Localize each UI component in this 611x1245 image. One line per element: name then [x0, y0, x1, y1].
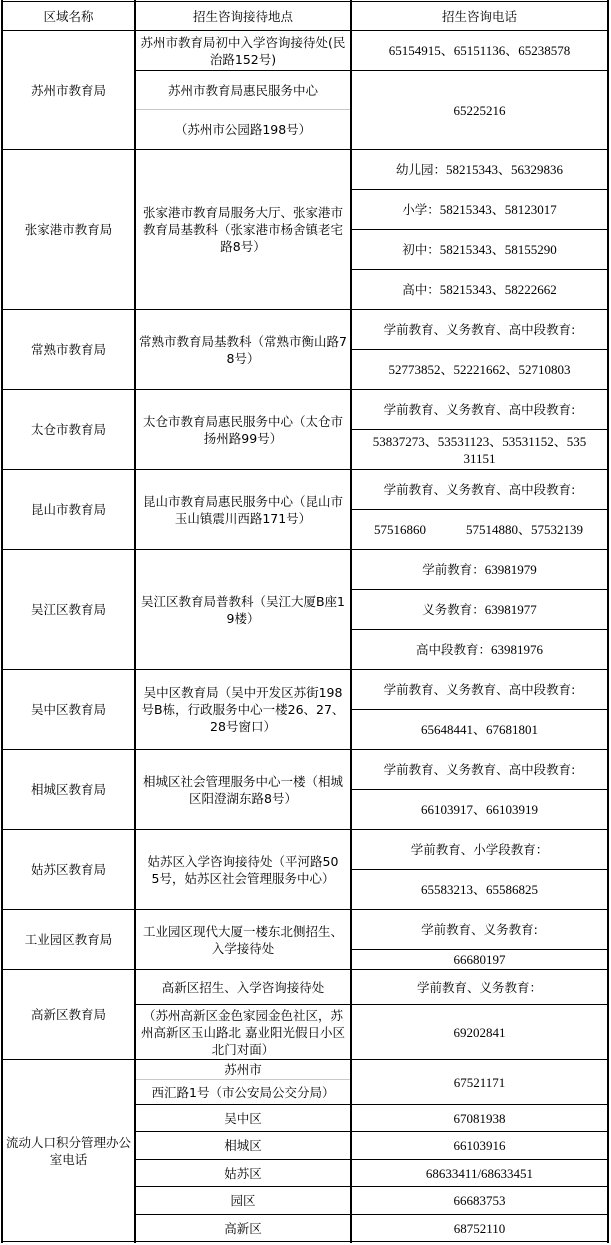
place-cell: 姑苏区 [224, 1165, 262, 1181]
region-cell: 流动人口积分管理办公室电话 [6, 1134, 132, 1167]
location-cell: 高新区招生、入学咨询接待处 [161, 979, 325, 995]
location-cell: 工业园区现代大厦一楼东北侧招生、入学接待处 [142, 923, 343, 956]
phone-cell [352, 590, 607, 629]
phone-cell: 65225216 [453, 102, 506, 118]
location-cell: 太仓市教育局惠民服务中心（太仓市扬州路99号） [142, 413, 343, 446]
location-cell: 姑苏区入学咨询接待处（平河路505号，姑苏区社会管理服务中心） [147, 853, 339, 886]
location-cell: 昆山市教育局惠民服务中心（昆山市玉山镇震川西路171号） [142, 493, 343, 526]
region-cell: 吴中区教育局 [30, 702, 106, 717]
location-cell: 吴江区教育局普教科（吴江大厦B座19楼） [140, 593, 346, 626]
phone-category: 学前教育、义务教育、高中段教育: [383, 682, 576, 697]
phone-value: 63981976 [491, 642, 543, 657]
phone-cell: 66683753 [453, 1193, 506, 1208]
region-cell: 太仓市教育局 [30, 422, 106, 437]
phone-value: 63981979 [484, 562, 537, 577]
phone-cell: 69202841 [453, 1024, 506, 1040]
phone-cell: 52773852、52221662、52710803 [388, 362, 571, 377]
phone-cell: 65583213、65586825 [420, 882, 538, 897]
phone-cell [352, 510, 607, 549]
phone-label: 幼儿园： [395, 162, 446, 177]
place-cell: 相城区 [224, 1138, 262, 1153]
location-cell: （苏州高新区金色家园金色社区，苏州高新区玉山路北 嘉业阳光假日小区北门对面） [141, 1007, 345, 1057]
place-cell: 高新区 [224, 1220, 262, 1236]
phone-cell [352, 190, 607, 229]
location-cell: （苏州市公园路198号） [174, 122, 312, 137]
place-cell: 西汇路1号（市公安局公交分局） [151, 1084, 335, 1100]
phone-cell [352, 150, 607, 189]
phone-value: 58215343、56329836 [446, 162, 564, 177]
place-cell: 吴中区 [224, 1110, 262, 1126]
phone-category: 学前教育、义务教育、高中段教育: [383, 322, 576, 337]
phone-label: 高中： [402, 282, 440, 297]
phone-cell: 67521171 [453, 1074, 506, 1090]
phone-value: 57516860 [374, 522, 426, 537]
region-cell: 吴江区教育局 [30, 602, 106, 617]
phone-cell: 68752110 [453, 1220, 506, 1236]
location-cell: 张家港市教育局服务大厅、张家港市教育局基教科（张家港市杨舍镇老宅路8号） [142, 205, 343, 254]
phone-cell: 66680197 [453, 952, 506, 967]
phone-cell: 53837273、53531123、53531152、53531151 [372, 433, 587, 466]
header-phone: 招生咨询电话 [441, 8, 517, 24]
header-location: 招生咨询接待地点 [192, 8, 293, 24]
region-cell: 常熟市教育局 [30, 342, 106, 357]
phone-cell [352, 270, 607, 309]
phone-cell: 66103916 [453, 1138, 506, 1153]
phone-label: 学前教育： [422, 562, 485, 577]
phone-category: 学前教育、义务教育: [421, 922, 538, 937]
phone-label: 小学： [402, 202, 440, 217]
place-cell: 苏州市 [224, 1062, 262, 1077]
phone-value: 58215343、58123017 [439, 202, 557, 217]
location-cell: 吴中区教育局（吴中开发区苏街198号B栋，行政服务中心一楼26、27、28号窗口） [141, 685, 345, 734]
phone-value: 58215343、58155290 [439, 242, 557, 257]
phone-cell: 65648441、67681801 [420, 722, 538, 737]
phone-value: 63981977 [484, 602, 537, 617]
phone-cell: 65154915、65151136、65238578 [388, 43, 571, 58]
location-cell: 相城区社会管理服务中心一楼（相城区阳澄湖东路8号） [142, 773, 343, 806]
region-cell: 相城区教育局 [30, 782, 106, 797]
phone-category: 学前教育、义务教育： [416, 979, 542, 995]
phone-cell [352, 230, 607, 269]
header-region: 区域名称 [43, 8, 94, 24]
region-cell: 姑苏区教育局 [30, 862, 106, 877]
phone-cell: 67081938 [453, 1110, 506, 1126]
phone-value: 58215343、58222662 [439, 282, 557, 297]
region-cell: 张家港市教育局 [24, 222, 113, 237]
place-cell: 园区 [230, 1193, 256, 1208]
phone-cell [352, 550, 607, 589]
phone-category: 学前教育、义务教育、高中段教育: [383, 402, 576, 417]
region-cell: 昆山市教育局 [30, 502, 106, 517]
phone-label: 初中： [402, 242, 440, 257]
phone-label: 高中段教育： [415, 642, 491, 657]
phone-label: 义务教育： [422, 602, 485, 617]
phone-category: 学前教育、义务教育、高中段教育: [383, 482, 576, 497]
phone-cell: 68633411/68633451 [425, 1165, 534, 1181]
phone-cell: 66103917、66103919 [420, 802, 538, 817]
region-cell: 工业园区教育局 [24, 932, 113, 947]
location-cell: 苏州市教育局初中入学咨询接待处(民治路152号) [140, 34, 346, 67]
phone-category: 学前教育、义务教育、高中段教育: [383, 762, 576, 777]
phone-category: 学前教育、小学段教育： [410, 842, 549, 857]
region-cell: 高新区教育局 [30, 1007, 106, 1022]
region-cell: 苏州市教育局 [30, 82, 106, 98]
location-cell: 苏州市教育局惠民服务中心 [167, 82, 318, 98]
location-cell: 常熟市教育局基教科（常熟市衡山路78号） [139, 333, 347, 366]
grid-line [607, 0, 609, 1243]
phone-cell [352, 630, 607, 669]
phone-value: 57514880、57532139 [465, 522, 583, 537]
